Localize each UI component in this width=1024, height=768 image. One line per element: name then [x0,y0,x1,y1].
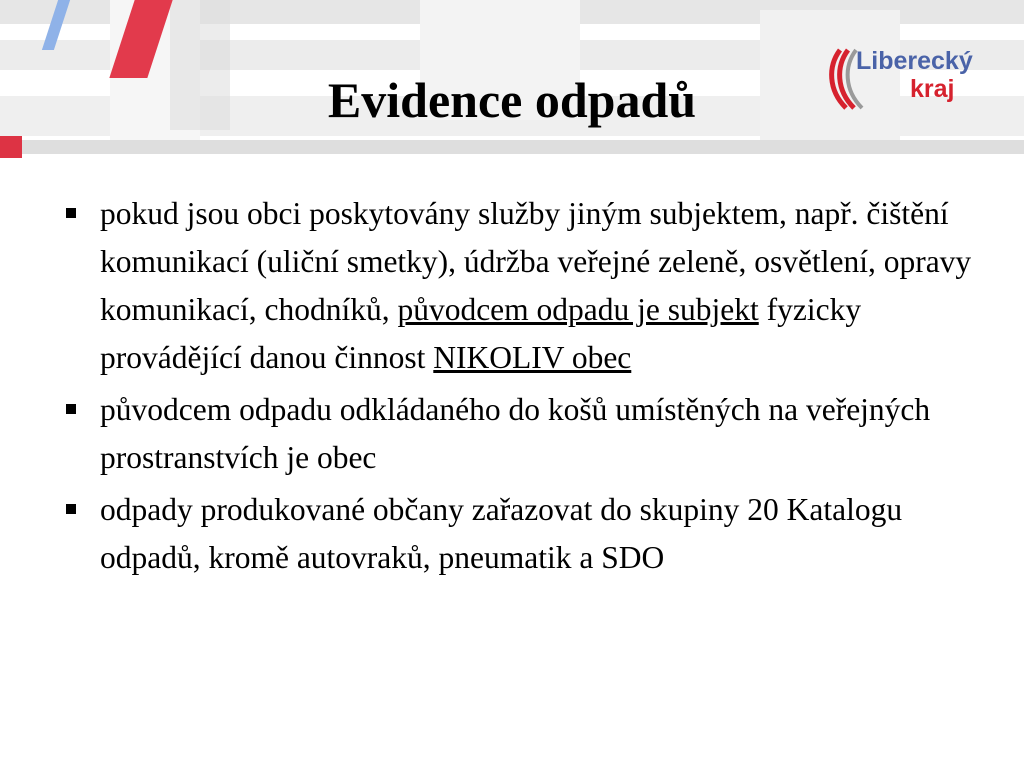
liberecky-kraj-logo [826,46,986,116]
square-bullet-icon [66,404,76,414]
list-item [60,486,980,582]
square-bullet-icon [66,504,76,514]
square-bullet-icon [66,208,76,218]
list-item [60,386,980,482]
logo-text-kraj: kraj [910,75,955,103]
bullet-list [60,190,980,586]
slide-header [0,0,1024,160]
bullet-text: původcem odpadu odkládaného do košů umístěných na veřejných prostranstvích je obec [100,392,931,475]
underlined-text: NIKOLIV obec [433,340,632,375]
logo-text-liberecky: Liberecký [856,47,973,75]
bullet-text: pokud jsou obci poskytovány služby jiným subjektem, např. čištění komunikací (uliční smetky), údržba veřejné zeleně, osvětlení, opravy komunikací, chodníků, [100,196,972,327]
bullet-text: odpady produkované občany zařazovat do skupiny 20 Katalogu odpadů, kromě autovraků, pneumatik a SDO [100,492,903,575]
slide-title: Evidence odpadů [327,72,697,128]
header-bottom-bar [0,140,1024,154]
list-item [60,190,980,382]
bullet-text: fyzicky provádějící danou činnost [100,292,862,375]
underlined-text: původcem odpadu je subjekt [397,292,759,327]
red-corner-accent [0,136,22,158]
